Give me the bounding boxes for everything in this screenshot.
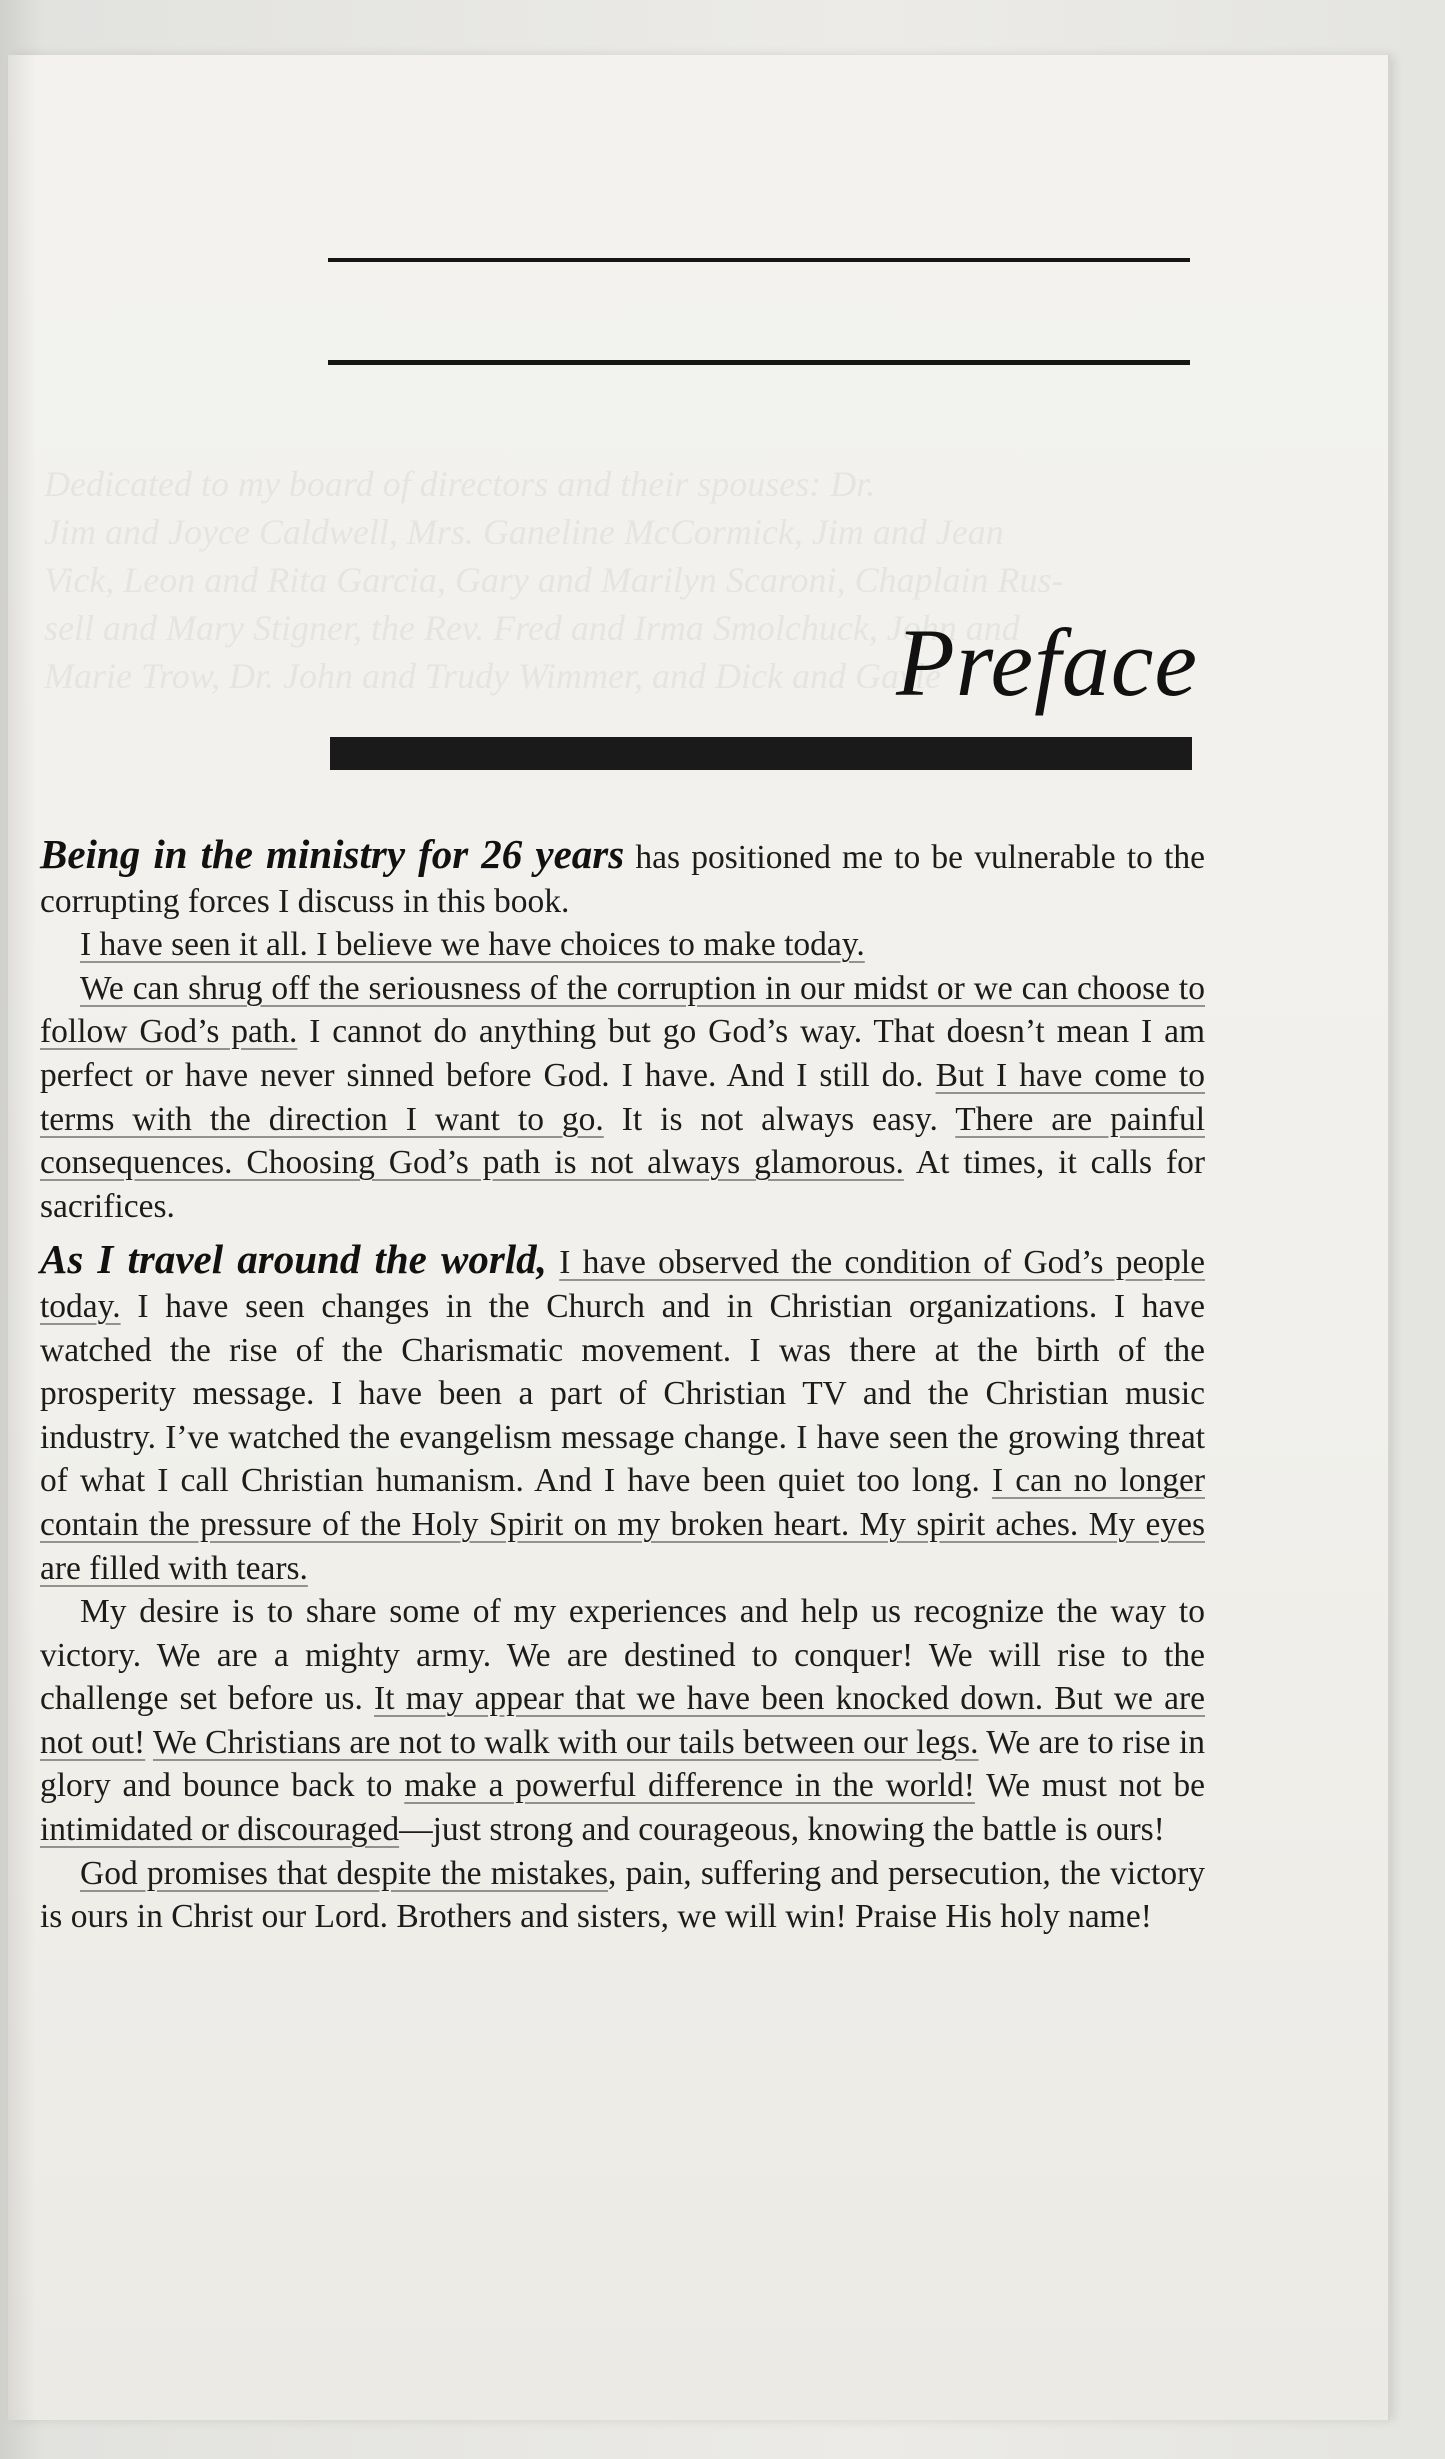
page-title: Preface	[896, 609, 1198, 716]
heading-bar	[330, 737, 1192, 770]
underlined-text: intimidated or discouraged	[40, 1811, 400, 1849]
book-page	[8, 55, 1388, 2420]
underlined-text: God promises that despite the mistakes	[80, 1854, 608, 1892]
bleed-line: Marie Trow, Dr. John and Trudy Wimmer, and Dick and Gayle	[44, 656, 941, 696]
paragraph	[40, 1238, 1205, 1590]
text-segment: , pain, suffering and persecution, the victory is ours in Christ our Lord. Brothers and sisters, we will win! Praise His holy name!	[40, 1854, 1205, 1936]
bleed-line: Jim and Joyce Caldwell, Mrs. Ganeline McCormick, Jim and Jean	[44, 512, 1004, 552]
paragraph	[40, 967, 1205, 1229]
paragraph	[40, 1590, 1205, 1852]
bleed-line: Dedicated to my board of directors and their spouses: Dr.	[44, 464, 876, 504]
paragraph	[40, 1852, 1205, 1939]
text-segment: has positioned me to be vulnerable to the corrupting forces I discuss in this book.	[40, 839, 1206, 920]
paragraph-lead-in: Being in the ministry for 26 years	[40, 831, 625, 877]
paragraph	[40, 923, 1205, 967]
underlined-text: I have seen it all. I believe we have choices to make today.	[80, 926, 865, 964]
underlined-text: We Christians are not to walk with our tails between our legs.	[152, 1723, 979, 1761]
underlined-text: I can no longer contain the pressure of the Holy Spirit on my broken heart. My spirit aches. My eyes are filled with tears.	[40, 1462, 1205, 1587]
preface-body	[40, 833, 1205, 1939]
text-segment: We are to rise in glory and bounce back to	[40, 1723, 1205, 1805]
text-segment: I have seen changes in the Church and in Christian organizations. I have watched the rise of the Charismatic movement. I was there at the birth of the prosperity message. I have been a part of Christian TV and the Christian music industry. I’ve watched the evangelism message change. I have seen the growing threat of what I call Christian humanism. And I have been quiet too long.	[40, 1287, 1205, 1500]
underlined-text: There are painful consequences. Choosing God’s path is not always glamorous.	[40, 1100, 1205, 1182]
paragraph-lead-in: As I travel around the world,	[40, 1236, 547, 1283]
text-segment: It is not always easy.	[603, 1100, 956, 1138]
underlined-text: I have observed the condition of God’s people today.	[40, 1244, 1206, 1325]
paragraph	[40, 833, 1205, 923]
underlined-text: make a powerful difference in the world!	[404, 1767, 975, 1805]
text-segment	[145, 1724, 153, 1761]
underlined-text: We can shrug off the seriousness of the corruption in our midst or we can choose to follow God’s path.	[40, 969, 1205, 1051]
text-segment: We must not be	[974, 1767, 1205, 1805]
text-segment	[547, 1244, 559, 1281]
text-segment: —just strong and courageous, knowing the battle is ours!	[399, 1811, 1165, 1849]
top-rule	[328, 258, 1190, 262]
bleed-line: Vick, Leon and Rita Garcia, Gary and Marilyn Scaroni, Chaplain Rus-	[44, 560, 1064, 600]
text-segment: I cannot do anything but go God’s way. That doesn’t mean I am perfect or have never sinned before God. I have. And I still do.	[40, 1013, 1205, 1094]
text-segment: My desire is to share some of my experiences and help us recognize the way to victory. We are a mighty army. We are destined to conquer! We will rise to the challenge set before us.	[40, 1593, 1205, 1718]
underlined-text: But I have come to terms with the direction I want to go.	[40, 1056, 1205, 1138]
text-segment: At times, it calls for sacrifices.	[40, 1144, 1205, 1225]
spine-shadow	[8, 55, 36, 2420]
underlined-text: It may appear that we have been knocked down. But we are not out!	[40, 1680, 1206, 1761]
second-rule	[328, 360, 1190, 365]
bleed-line: sell and Mary Stigner, the Rev. Fred and Irma Smolchuck, John and	[44, 608, 1020, 648]
